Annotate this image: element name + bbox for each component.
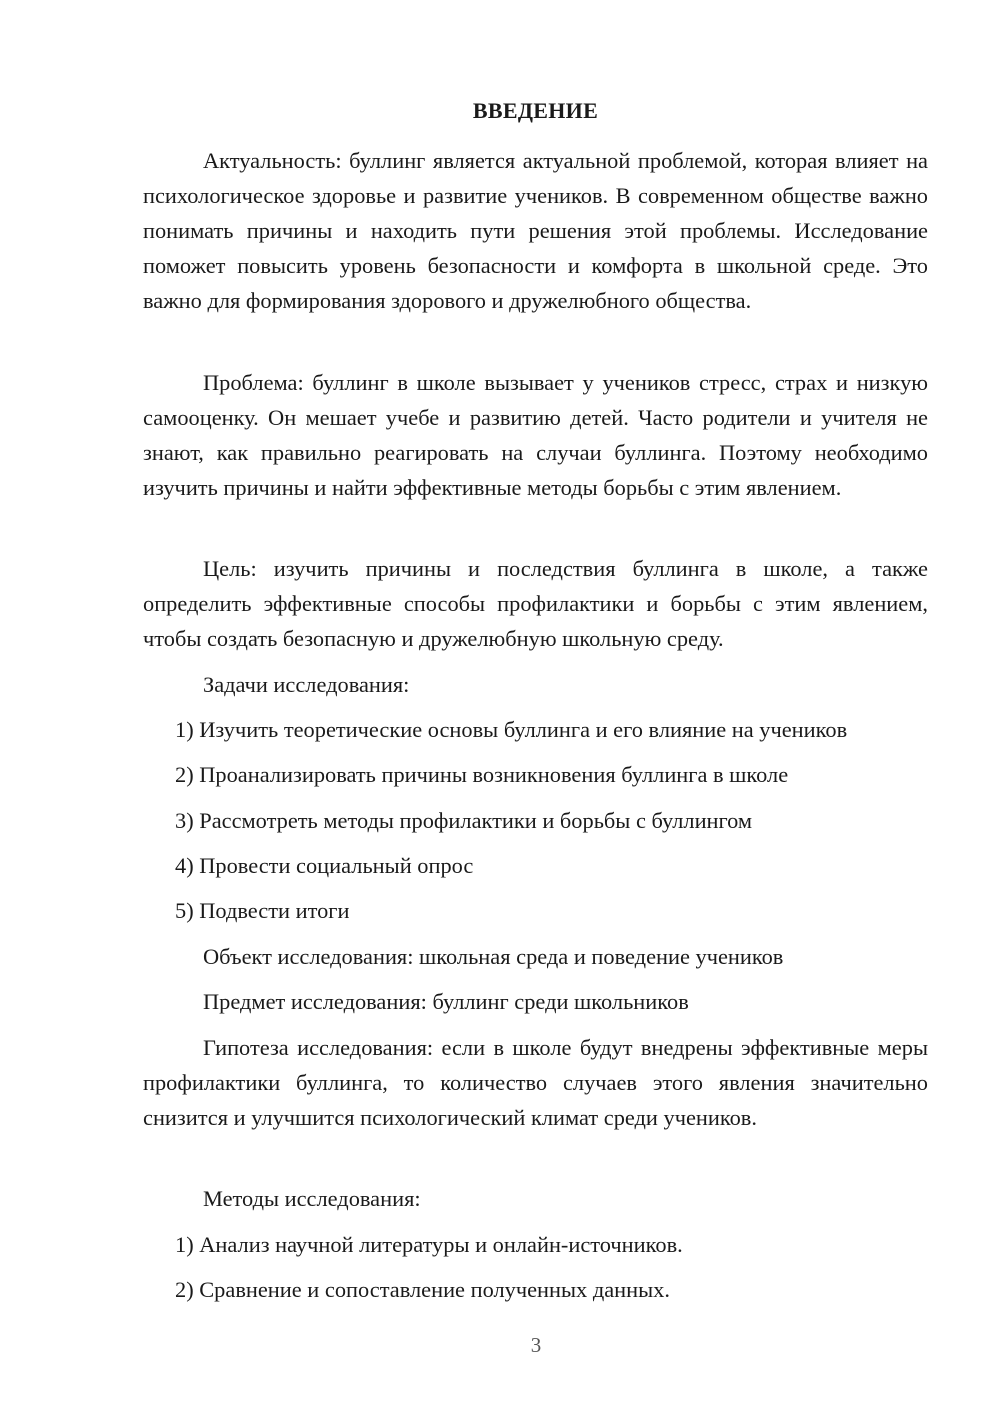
method-item: 2) Сравнение и сопоставление полученных данных. [175,1277,670,1302]
section-title: ВВЕДЕНИЕ [472,98,599,123]
research-object: Объект исследования: школьная среда и поведение учеников [203,944,784,969]
task-item: 2) Проанализировать причины возникновения буллинга в школе [175,762,789,787]
research-subject: Предмет исследования: буллинг среди школьников [203,989,689,1014]
page-number: 3 [530,1333,542,1357]
task-item: 1) Изучить теоретические основы буллинга и его влияние на учеников [175,717,848,742]
tasks-heading: Задачи исследования: [203,672,410,697]
task-item: 5) Подвести итоги [175,898,350,923]
goal-paragraph: Цель: изучить причины и последствия буллинга в школе, а также определить эффективные способы профилактики и борьбы с этим явлением, чтобы создать безопасную и дружелюбную школьную среду. [143,556,928,651]
problem-paragraph: Проблема: буллинг в школе вызывает у учеников стресс, страх и низкую самооценку. Он мешает учебе и развитию детей. Часто родители и учителя не знают, как правильно реагировать на случаи буллинга. Поэтому необходимо изучить причины и найти эффективные методы борьбы с этим явлением. [143,370,928,500]
task-item: 3) Рассмотреть методы профилактики и борьбы с буллингом [175,808,753,833]
method-item: 1) Анализ научной литературы и онлайн-источников. [175,1232,683,1257]
relevance-paragraph: Актуальность: буллинг является актуальной проблемой, которая влияет на психологическое здоровье и развитие учеников. В современном обществе важно понимать причины и находить пути решения этой проблемы. Исследование поможет повысить уровень безопасности и комфорта в школьной среде. Это важно для формирования здорового и дружелюбного общества. [143,148,928,313]
hypothesis-paragraph: Гипотеза исследования: если в школе будут внедрены эффективные меры профилактики буллинга, то количество случаев этого явления значительно снизится и улучшится психологический климат среди учеников. [143,1035,928,1130]
task-item: 4) Провести социальный опрос [175,853,474,878]
methods-heading: Методы исследования: [203,1186,421,1211]
